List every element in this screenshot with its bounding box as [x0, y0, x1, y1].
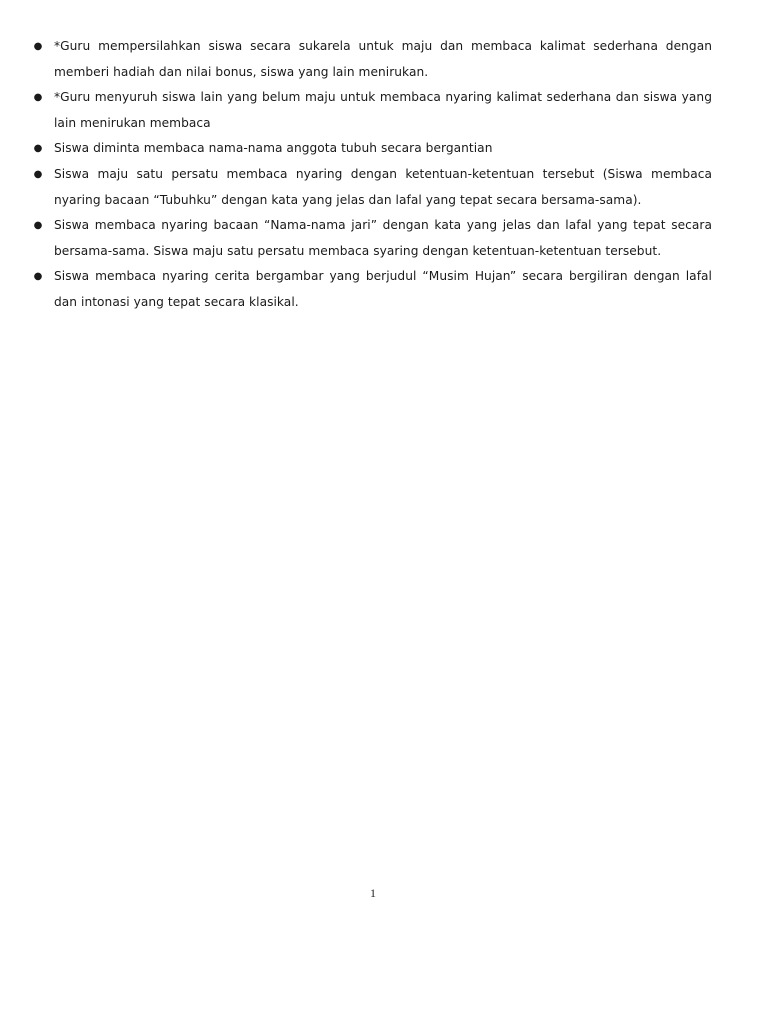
list-item [33, 85, 712, 136]
bullet-dot-icon: ● [33, 41, 43, 52]
list-item [33, 162, 712, 213]
list-item [33, 213, 712, 264]
bullet-dot-icon: ● [33, 143, 43, 155]
bullet-dot-icon: ● [33, 271, 43, 283]
list-item [33, 264, 712, 315]
bullet-dot-icon: ● [33, 168, 43, 180]
list-item [33, 136, 712, 162]
list-item-text: Siswa maju satu persatu membaca nyaring dengan ketentuan-ketentuan tersebut (Siswa membaca nyaring bacaan “Tubuhku” dengan kata yang jelas dan lafal yang tepat secara bersama-sama). [54, 166, 712, 207]
list-item-text: Siswa membaca nyaring cerita bergambar yang berjudul “Musim Hujan” secara bergiliran dengan lafal dan intonasi yang tepat secara klasikal. [54, 269, 712, 309]
list-item-text: *Guru mempersilahkan siswa secara sukarela untuk maju dan membaca kalimat sederhana dengan memberi hadiah dan nilai bonus, siswa yang lain menirukan. [54, 39, 712, 79]
page-number: 1 [370, 886, 376, 900]
list-item-text: Siswa membaca nyaring bacaan “Nama-nama jari” dengan kata yang jelas dan lafal yang tepat secara bersama-sama. Siswa maju satu persatu membaca syaring dengan ketentuan-ketentuan tersebut. [54, 218, 712, 258]
list-item-text: *Guru menyuruh siswa lain yang belum maju untuk membaca nyaring kalimat sederhana dan siswa yang lain menirukan membaca [54, 90, 712, 130]
list-item-text: Siswa diminta membaca nama-nama anggota tubuh secara bergantian [54, 141, 493, 156]
bullet-list [33, 34, 712, 316]
bullet-dot-icon: ● [33, 220, 43, 232]
list-item [33, 34, 712, 85]
bullet-dot-icon: ● [33, 92, 43, 104]
